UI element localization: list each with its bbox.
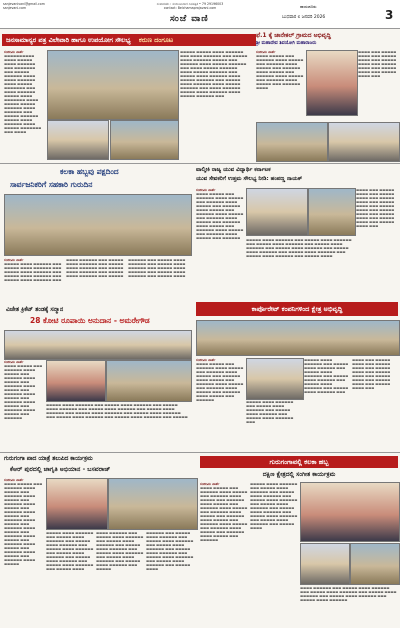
bottom-right-subheadline: ದಕ್ಷಿಣ ಕ್ಷೇತ್ರದಲ್ಲಿ ಸಂಗೀತ ಕಾರ್ಯಕ್ರಮ	[262, 471, 336, 478]
byline-7: ಸಂಜೀವಿನಿ ವಾರ್ತೆ	[4, 478, 24, 482]
right-top-photo-3	[328, 122, 400, 162]
lower-photo-2	[108, 478, 198, 530]
top-headline-banner	[2, 34, 256, 46]
masthead-left	[3, 2, 73, 10]
bottom-right-photo-2	[300, 543, 350, 585]
bottom-right-photo-1	[300, 482, 400, 542]
right-mid-text-d: ▬▬▬▬▬ ▬▬▬▬ ▬▬▬▬▬▬ ▬▬▬ ▬▬▬▬▬ ▬▬▬▬ ▬▬▬▬▬▬ ▬▬▬ ▬▬▬▬▬ ▬▬▬▬ ▬▬▬▬▬▬ ▬▬▬ ▬▬▬▬▬ ▬▬▬▬ ▬▬▬▬▬▬ ▬▬▬	[246, 400, 294, 424]
mid-left-text-c: ▬▬▬▬▬▬ ▬▬▬ ▬▬▬▬▬ ▬▬▬▬ ▬▬▬▬▬▬ ▬▬▬ ▬▬▬▬▬ ▬▬▬▬ ▬▬▬▬▬▬ ▬▬▬ ▬▬▬▬▬ ▬▬▬▬ ▬▬▬▬▬▬ ▬▬▬ ▬▬▬▬▬ ▬▬▬▬ ▬▬▬▬▬▬ ▬▬▬ ▬▬▬▬▬ ▬▬▬▬	[128, 258, 186, 278]
masthead-site: sanjevani.com	[3, 6, 27, 10]
lower-subheadline: ಕೆಆರ್ ಪುರದಲ್ಲಿ ಜಾಗೃತಿ ಅಭಿಯಾನ - ಬಸವರಾಜ್	[10, 466, 111, 473]
divider-1	[0, 163, 400, 164]
mid-left-subheadline: ಸಾರ್ವಜನಿಕರಿಗೆ ಸಹಕಾರಿ ಗುರುದಿನ	[10, 180, 93, 189]
top-middle-text: ▬▬▬▬▬ ▬▬▬▬▬ ▬▬▬▬ ▬▬▬▬▬▬ ▬▬▬ ▬▬▬▬ ▬▬▬▬▬▬ ▬▬▬ ▬▬▬▬▬ ▬▬▬▬ ▬▬▬▬▬▬ ▬▬▬▬▬ ▬▬▬ ▬▬▬▬▬▬ ▬▬▬▬ ▬▬▬▬▬ ▬▬▬▬▬▬ ▬▬▬ ▬▬▬▬ ▬▬▬▬▬ ▬▬▬▬▬▬ ▬▬▬▬ ▬▬▬▬▬ ▬▬▬▬▬▬ ▬▬▬ ▬▬▬▬▬ ▬▬▬▬ ▬▬▬▬▬▬ ▬▬▬▬ ▬▬▬▬▬ ▬▬▬▬▬▬ ▬▬▬ ▬▬▬▬▬ ▬▬▬▬ ▬▬▬▬▬▬ ▬▬▬▬ ▬▬▬▬▬ ▬▬▬▬▬▬ ▬▬▬ ▬▬▬▬ ▬▬▬▬▬▬ ▬▬▬▬▬ ▬▬▬▬ ▬▬▬▬▬▬ ▬▬▬▬ ▬▬▬▬▬ ▬▬▬▬▬▬ ▬▬▬	[180, 50, 248, 98]
lower-text-d: ▬▬▬▬▬▬ ▬▬▬ ▬▬▬▬▬ ▬▬▬▬ ▬▬▬▬▬▬ ▬▬▬ ▬▬▬▬▬ ▬▬▬▬ ▬▬▬▬▬▬ ▬▬▬ ▬▬▬▬▬ ▬▬▬▬ ▬▬▬▬▬▬ ▬▬▬ ▬▬▬▬▬ ▬▬▬▬ ▬▬▬▬▬▬ ▬▬▬ ▬▬▬▬▬ ▬▬▬▬ ▬▬▬▬▬▬ ▬▬▬ ▬▬▬▬▬ ▬▬▬▬ ▬▬▬▬▬▬ ▬▬▬ ▬▬▬▬▬ ▬▬▬▬	[146, 531, 194, 571]
lower-headline: ಗುರುಗಂಗಾ ಪಾದ ಯಾತ್ರೆ ತಲುಪಿದ ಕಾರ್ಯಕ್ರಮ	[4, 456, 93, 462]
page-number: 3	[385, 8, 394, 22]
top-left-text: ಸಂಜೀವಿನಿ ವಾರ್ತೆ ▬▬▬▬▬▬▬▬▬▬ ▬▬▬▬ ▬▬▬▬▬ ▬▬▬▬ ▬▬▬▬▬▬ ▬▬▬ ▬▬▬▬▬▬▬ ▬▬▬ ▬▬▬▬▬ ▬▬▬▬▬▬ ▬▬▬▬ ▬▬▬▬ ▬▬▬▬▬▬ ▬▬▬▬ ▬▬▬▬▬ ▬▬▬▬▬▬▬ ▬▬▬ ▬▬▬▬ ▬▬▬▬▬▬ ▬▬▬▬▬ ▬▬▬▬ ▬▬▬▬▬▬▬ ▬▬▬▬ ▬▬▬▬▬ ▬▬▬▬▬ ▬▬▬▬▬▬ ▬▬▬▬ ▬▬▬▬▬▬ ▬▬▬ ▬▬▬▬▬ ▬▬▬▬▬▬ ▬▬▬▬▬ ▬▬▬▬ ▬▬▬▬▬▬ ▬▬▬▬ ▬▬▬▬▬ ▬▬▬▬▬▬▬ ▬▬▬ ▬▬▬▬	[4, 50, 44, 160]
right-mid-photo-2	[246, 358, 304, 400]
byline-1: ಸಂಜೀವಿನಿ ವಾರ್ತೆ	[4, 50, 24, 54]
right-top-headline: ಫೆ.1 ಕ್ಕೆ ಜಾನೇಕಲ್ ಗ್ರಾಮದ ಅಭಿವೃದ್ಧಿ	[256, 32, 331, 39]
left-mid-text-a: ಸಂಜೀವಿನಿ ವಾರ್ತೆ ▬▬▬▬ ▬▬▬▬▬ ▬▬▬ ▬▬▬▬▬▬ ▬▬▬▬ ▬▬▬▬▬ ▬▬▬ ▬▬▬▬▬▬ ▬▬▬▬ ▬▬▬▬▬ ▬▬▬ ▬▬▬▬▬▬ ▬▬▬▬ ▬▬▬▬▬ ▬▬▬ ▬▬▬▬▬▬ ▬▬▬▬ ▬▬▬▬▬ ▬▬▬ ▬▬▬▬▬▬ ▬▬▬▬ ▬▬▬▬▬ ▬▬▬ ▬▬▬▬▬▬ ▬▬▬▬ ▬▬▬▬▬ ▬▬▬ ▬▬▬▬▬▬	[4, 360, 43, 420]
byline-6: ಸಂಜೀವಿನಿ ವಾರ್ತೆ	[196, 358, 216, 362]
left-mid-photo-group	[4, 330, 192, 360]
right-top-photo-2	[256, 122, 328, 162]
byline-4: ಸಂಜೀವಿನಿ ವಾರ್ತೆ	[196, 188, 216, 192]
mid-right-text-a: ಸಂಜೀವಿನಿ ವಾರ್ತೆ ▬▬▬▬ ▬▬▬▬▬ ▬▬▬ ▬▬▬▬▬▬ ▬▬▬▬ ▬▬▬▬▬ ▬▬▬ ▬▬▬▬▬▬ ▬▬▬▬ ▬▬▬▬▬ ▬▬▬ ▬▬▬▬▬▬ ▬▬▬▬ ▬▬▬▬▬ ▬▬▬ ▬▬▬▬▬▬ ▬▬▬▬ ▬▬▬▬▬ ▬▬▬ ▬▬▬▬▬▬ ▬▬▬▬ ▬▬▬▬▬ ▬▬▬ ▬▬▬▬▬▬ ▬▬▬▬ ▬▬▬▬▬ ▬▬▬ ▬▬▬▬▬▬ ▬▬▬▬ ▬▬▬▬▬ ▬▬▬ ▬▬▬▬▬▬ ▬▬▬▬ ▬▬▬▬▬ ▬▬▬ ▬▬▬▬▬▬	[196, 188, 244, 240]
newspaper-logo: ಸಂಜೆ ವಾಣಿ	[170, 14, 209, 24]
mid-left-headline: ಕಲಕಾ ಹಬ್ಬವು ಪಕ್ಷದಿಂದ	[60, 167, 119, 176]
left-mid-headline: ವಿಜೇತ ಕ್ರಿಕೆಟ್ ತಂಡಕ್ಕೆ ಸನ್ಮಾನ	[6, 306, 64, 313]
top-photo-small-2	[110, 120, 179, 160]
top-headline-right: ಕರುಣ ದಂಗೂಟ	[138, 36, 174, 44]
right-mid-text-a: ಸಂಜೀವಿನಿ ವಾರ್ತೆ ▬▬▬▬ ▬▬▬▬▬ ▬▬▬ ▬▬▬▬▬▬ ▬▬▬▬ ▬▬▬▬▬ ▬▬▬ ▬▬▬▬▬▬ ▬▬▬▬ ▬▬▬▬▬ ▬▬▬ ▬▬▬▬▬▬ ▬▬▬▬ ▬▬▬▬▬ ▬▬▬ ▬▬▬▬▬▬ ▬▬▬▬ ▬▬▬▬▬ ▬▬▬ ▬▬▬▬▬▬ ▬▬▬▬ ▬▬▬▬▬ ▬▬▬ ▬▬▬▬▬▬ ▬▬▬▬ ▬▬▬▬▬ ▬▬▬ ▬▬▬▬▬▬	[196, 358, 244, 402]
right-mid-banner: ಕಾರ್ಪೊರೇಟ್ ಕಂಪನಿಗಳಿಂದ ಕ್ಷೇತ್ರ ಅಭಿವೃದ್ಧಿ	[196, 302, 398, 316]
masthead-contact-line: contact: Belchamaprajavani.com	[163, 6, 217, 10]
byline-5: ಸಂಜೀವಿನಿ ವಾರ್ತೆ	[4, 360, 24, 364]
mid-left-photo-group	[4, 194, 192, 256]
left-mid-photo-3	[106, 360, 192, 402]
bottom-right-banner: ಗುರುಗಂಗಾವಲ್ಲಿ ಕಲಕಾ ಹಬ್ಬ	[200, 456, 398, 468]
mid-right-subheadline: ಯುವ ಸೇವಕರಿಗೆ ಉತ್ತಮ ಸೌಲಭ್ಯ ನೀಡಿ: ಹಂಪಣ್ಣ ನಾಯಕ್	[196, 176, 303, 182]
left-mid-subheadline: 28 ಕೋಟಿ ರೂಪಾಯಿ ಅನುದಾನ - ಅಮರೇಗೌಡ	[30, 316, 150, 325]
top-photo-group	[47, 50, 179, 120]
masthead-editor-line: ಸಂಪಾದಕರು : ಸಂಜೀವಿನಿವಾಣಿ ದಿನಪತ್ರಿಕೆ • 79 29196003	[156, 2, 224, 6]
right-top-text-b: ▬▬▬▬ ▬▬▬ ▬▬▬▬▬ ▬▬▬▬ ▬▬▬ ▬▬▬▬▬ ▬▬▬▬ ▬▬▬ ▬▬▬▬▬ ▬▬▬▬ ▬▬▬ ▬▬▬▬▬ ▬▬▬▬ ▬▬▬ ▬▬▬▬▬ ▬▬▬▬ ▬▬▬ ▬▬▬▬▬ ▬▬▬▬ ▬▬▬	[358, 50, 397, 78]
masthead-email: sanjevanivani@gmail.com	[3, 2, 45, 6]
byline-8: ಸಂಜೀವಿನಿ ವಾರ್ತೆ	[200, 482, 220, 486]
top-headline: ಜನಸಾಮಾನ್ಯರ ಪತ್ರ ವಿಲೇವಾರಿ ಹಾಗೂ ಉಪಯೋಗ ಸೌಲಭ್ಯ	[6, 36, 131, 44]
mid-left-text-a: ಸಂಜೀವಿನಿ ವಾರ್ತೆ ▬▬▬▬▬ ▬▬▬▬ ▬▬▬▬▬▬ ▬▬▬ ▬▬▬▬▬ ▬▬▬▬ ▬▬▬▬▬▬ ▬▬▬ ▬▬▬▬▬ ▬▬▬▬ ▬▬▬▬▬▬ ▬▬▬ ▬▬▬▬▬ ▬▬▬▬ ▬▬▬▬▬▬ ▬▬▬ ▬▬▬▬▬ ▬▬▬▬ ▬▬▬▬▬▬ ▬▬▬	[4, 258, 64, 306]
bottom-right-text-b: ▬▬▬▬▬ ▬▬▬▬ ▬▬▬▬▬▬ ▬▬▬ ▬▬▬▬▬ ▬▬▬▬ ▬▬▬▬▬▬ ▬▬▬ ▬▬▬▬▬ ▬▬▬▬ ▬▬▬▬▬▬ ▬▬▬ ▬▬▬▬▬ ▬▬▬▬ ▬▬▬▬▬▬ ▬▬▬ ▬▬▬▬▬ ▬▬▬▬ ▬▬▬▬▬▬ ▬▬▬ ▬▬▬▬▬ ▬▬▬▬ ▬▬▬▬▬▬ ▬▬▬ ▬▬▬▬▬ ▬▬▬▬ ▬▬▬▬▬▬ ▬▬▬ ▬▬▬▬▬ ▬▬▬▬ ▬▬▬▬▬▬ ▬▬▬ ▬▬▬▬▬ ▬▬▬▬	[250, 482, 298, 530]
mid-left-text-b: ▬▬▬▬ ▬▬▬▬▬▬ ▬▬▬ ▬▬▬▬▬ ▬▬▬▬ ▬▬▬▬▬▬ ▬▬▬ ▬▬▬▬▬ ▬▬▬▬ ▬▬▬▬▬▬ ▬▬▬ ▬▬▬▬▬ ▬▬▬▬ ▬▬▬▬▬▬ ▬▬▬ ▬▬▬▬▬ ▬▬▬▬ ▬▬▬▬▬▬ ▬▬▬ ▬▬▬▬▬	[66, 258, 124, 278]
bottom-right-text-c: ▬▬▬▬ ▬▬▬▬▬▬ ▬▬▬ ▬▬▬▬▬ ▬▬▬▬ ▬▬▬▬▬▬ ▬▬▬ ▬▬▬▬▬ ▬▬▬▬ ▬▬▬▬▬▬ ▬▬▬ ▬▬▬▬▬ ▬▬▬▬ ▬▬▬▬▬▬ ▬▬▬ ▬▬▬▬▬ ▬▬▬▬ ▬▬▬▬▬▬ ▬▬▬ ▬▬▬▬▬ ▬▬▬▬ ▬▬▬▬▬▬	[300, 586, 397, 602]
left-mid-text-b: ▬▬▬▬▬ ▬▬▬▬ ▬▬▬▬▬▬ ▬▬▬ ▬▬▬▬▬ ▬▬▬▬ ▬▬▬▬▬▬ ▬▬▬ ▬▬▬▬▬ ▬▬▬▬ ▬▬▬▬▬▬ ▬▬▬ ▬▬▬▬▬ ▬▬▬▬ ▬▬▬▬▬▬ ▬▬▬ ▬▬▬▬▬ ▬▬▬▬ ▬▬▬▬▬▬ ▬▬▬ ▬▬▬▬▬ ▬▬▬▬ ▬▬▬▬▬▬ ▬▬▬ ▬▬▬▬▬ ▬▬▬▬ ▬▬▬▬▬▬ ▬▬▬ ▬▬▬▬▬ ▬▬▬▬ ▬▬▬▬▬▬ ▬▬▬ ▬▬▬▬▬ ▬▬▬▬ ▬▬▬▬▬▬ ▬▬▬ ▬▬▬▬▬	[46, 403, 188, 419]
bottom-right-photo-3	[350, 543, 400, 585]
mid-right-photo-1	[246, 188, 308, 236]
byline-3: ಸಂಜೀವಿನಿ ವಾರ್ತೆ	[4, 258, 24, 262]
masthead-contact	[95, 2, 285, 10]
mid-right-headline: ವಾಲ್ಮೀಕಿ ರಾಜ್ಯ ಯುವ ವಿದ್ಯಾರ್ಥಿ ಕರ್ನಾಟಕ	[196, 167, 271, 173]
bottom-right-text-a: ಸಂಜೀವಿನಿ ವಾರ್ತೆ ▬▬▬▬ ▬▬▬▬▬ ▬▬▬ ▬▬▬▬▬▬ ▬▬▬▬ ▬▬▬▬▬ ▬▬▬ ▬▬▬▬▬▬ ▬▬▬▬ ▬▬▬▬▬ ▬▬▬ ▬▬▬▬▬▬ ▬▬▬▬ ▬▬▬▬▬ ▬▬▬ ▬▬▬▬▬▬ ▬▬▬▬ ▬▬▬▬▬ ▬▬▬ ▬▬▬▬▬▬ ▬▬▬▬ ▬▬▬▬▬ ▬▬▬ ▬▬▬▬▬▬ ▬▬▬▬ ▬▬▬▬▬ ▬▬▬ ▬▬▬▬▬▬ ▬▬▬▬ ▬▬▬▬▬ ▬▬▬ ▬▬▬▬▬▬ ▬▬▬▬ ▬▬▬▬▬ ▬▬▬ ▬▬▬▬▬▬ ▬▬▬▬ ▬▬▬▬▬ ▬▬▬ ▬▬▬▬▬▬	[200, 482, 248, 542]
lower-text-c: ▬▬▬▬ ▬▬▬▬▬▬ ▬▬▬ ▬▬▬▬▬ ▬▬▬▬ ▬▬▬▬▬▬ ▬▬▬ ▬▬▬▬▬ ▬▬▬▬ ▬▬▬▬▬▬ ▬▬▬ ▬▬▬▬▬ ▬▬▬▬ ▬▬▬▬▬▬ ▬▬▬ ▬▬▬▬▬ ▬▬▬▬ ▬▬▬▬▬▬ ▬▬▬ ▬▬▬▬▬ ▬▬▬▬ ▬▬▬▬▬▬ ▬▬▬ ▬▬▬▬▬ ▬▬▬▬ ▬▬▬▬▬▬ ▬▬▬ ▬▬▬▬▬	[96, 531, 144, 571]
right-mid-photo-group	[196, 320, 400, 356]
top-photo-small-1	[47, 120, 109, 160]
lower-text-b: ▬▬▬▬▬ ▬▬▬▬ ▬▬▬▬▬▬ ▬▬▬ ▬▬▬▬▬ ▬▬▬▬ ▬▬▬▬▬▬ ▬▬▬ ▬▬▬▬▬ ▬▬▬▬ ▬▬▬▬▬▬ ▬▬▬ ▬▬▬▬▬ ▬▬▬▬ ▬▬▬▬▬▬ ▬▬▬ ▬▬▬▬▬ ▬▬▬▬ ▬▬▬▬▬▬ ▬▬▬ ▬▬▬▬▬ ▬▬▬▬ ▬▬▬▬▬▬ ▬▬▬ ▬▬▬▬▬ ▬▬▬▬ ▬▬▬▬▬▬ ▬▬▬ ▬▬▬▬▬ ▬▬▬▬	[46, 531, 94, 571]
right-top-photo-statue	[306, 50, 358, 116]
masthead-date: ಬುಧವಾರ ೮ ಜನವರಿ 2026	[282, 15, 326, 20]
right-mid-text-c: ▬▬▬▬ ▬▬▬ ▬▬▬▬▬ ▬▬▬▬ ▬▬▬ ▬▬▬▬▬ ▬▬▬▬ ▬▬▬ ▬▬▬▬▬ ▬▬▬▬ ▬▬▬ ▬▬▬▬▬ ▬▬▬▬ ▬▬▬ ▬▬▬▬▬ ▬▬▬▬ ▬▬▬ ▬▬▬▬▬ ▬▬▬▬ ▬▬▬ ▬▬▬▬▬ ▬▬▬▬ ▬▬▬	[352, 358, 391, 390]
right-top-subheadline: ಶ್ರೀ ಮಹಾದೇವ ಶಿವಯೋಗಿ ಮಹಾರಾಜರು	[256, 41, 317, 46]
lower-text-a: ಸಂಜೀವಿನಿ ವಾರ್ತೆ ▬▬▬▬ ▬▬▬▬▬ ▬▬▬ ▬▬▬▬▬▬ ▬▬▬▬ ▬▬▬▬▬ ▬▬▬ ▬▬▬▬▬▬ ▬▬▬▬ ▬▬▬▬▬ ▬▬▬ ▬▬▬▬▬▬ ▬▬▬▬ ▬▬▬▬▬ ▬▬▬ ▬▬▬▬▬▬ ▬▬▬▬ ▬▬▬▬▬ ▬▬▬ ▬▬▬▬▬▬ ▬▬▬▬ ▬▬▬▬▬ ▬▬▬ ▬▬▬▬▬▬ ▬▬▬▬ ▬▬▬▬▬ ▬▬▬ ▬▬▬▬▬▬ ▬▬▬▬ ▬▬▬▬▬ ▬▬▬ ▬▬▬▬▬▬ ▬▬▬▬ ▬▬▬▬▬ ▬▬▬ ▬▬▬▬▬▬ ▬▬▬▬ ▬▬▬▬▬ ▬▬▬ ▬▬▬▬▬▬ ▬▬▬▬ ▬▬▬▬▬	[4, 478, 43, 566]
mid-right-text-b: ▬▬▬▬ ▬▬▬ ▬▬▬▬▬ ▬▬▬▬ ▬▬▬ ▬▬▬▬▬ ▬▬▬▬ ▬▬▬ ▬▬▬▬▬ ▬▬▬▬ ▬▬▬ ▬▬▬▬▬ ▬▬▬▬ ▬▬▬ ▬▬▬▬▬ ▬▬▬▬ ▬▬▬ ▬▬▬▬▬ ▬▬▬▬ ▬▬▬ ▬▬▬▬▬ ▬▬▬▬ ▬▬▬ ▬▬▬▬▬ ▬▬▬▬ ▬▬▬ ▬▬▬▬▬ ▬▬▬▬ ▬▬▬	[356, 188, 395, 228]
right-top-text-a: ಸಂಜೀವಿನಿ ವಾರ್ತೆ ▬▬▬▬ ▬▬▬▬▬ ▬▬▬ ▬▬▬▬▬▬ ▬▬▬▬ ▬▬▬▬▬ ▬▬▬ ▬▬▬▬▬▬ ▬▬▬▬ ▬▬▬▬▬ ▬▬▬ ▬▬▬▬▬▬ ▬▬▬▬ ▬▬▬▬▬ ▬▬▬ ▬▬▬▬▬▬ ▬▬▬▬ ▬▬▬▬▬ ▬▬▬ ▬▬▬▬▬▬ ▬▬▬▬ ▬▬▬▬▬ ▬▬▬ ▬▬▬▬▬▬ ▬▬▬▬	[256, 50, 304, 90]
masthead-city: ರಾಯಚೂರು	[300, 4, 317, 9]
left-mid-photo-2	[46, 360, 106, 402]
divider-2	[0, 452, 400, 453]
byline-2: ಸಂಜೀವಿನಿ ವಾರ್ತೆ	[256, 50, 276, 54]
masthead	[0, 0, 400, 29]
lower-photo-1	[46, 478, 108, 530]
right-mid-text-b: ▬▬▬▬▬ ▬▬▬▬ ▬▬▬▬▬▬ ▬▬▬ ▬▬▬▬▬ ▬▬▬▬ ▬▬▬▬▬▬ ▬▬▬ ▬▬▬▬▬ ▬▬▬▬ ▬▬▬▬▬▬ ▬▬▬ ▬▬▬▬▬ ▬▬▬▬ ▬▬▬▬▬▬ ▬▬▬ ▬▬▬▬▬ ▬▬▬▬ ▬▬▬▬▬▬ ▬▬▬ ▬▬▬▬▬ ▬▬▬▬ ▬▬▬▬▬▬ ▬▬▬	[304, 358, 349, 394]
mid-right-photo-2	[308, 188, 356, 236]
mid-right-text-c: ▬▬▬▬▬ ▬▬▬▬ ▬▬▬▬▬▬ ▬▬▬ ▬▬▬▬▬ ▬▬▬▬ ▬▬▬▬▬▬ ▬▬▬ ▬▬▬▬▬ ▬▬▬▬ ▬▬▬▬▬▬ ▬▬▬ ▬▬▬▬▬ ▬▬▬▬ ▬▬▬▬▬▬ ▬▬▬ ▬▬▬▬▬ ▬▬▬▬ ▬▬▬▬▬▬ ▬▬▬ ▬▬▬▬▬ ▬▬▬▬ ▬▬▬▬▬▬ ▬▬▬ ▬▬▬▬▬ ▬▬▬▬ ▬▬▬▬▬▬ ▬▬▬ ▬▬▬▬▬ ▬▬▬▬ ▬▬▬▬▬▬ ▬▬▬ ▬▬▬▬▬ ▬▬▬▬	[246, 238, 352, 258]
